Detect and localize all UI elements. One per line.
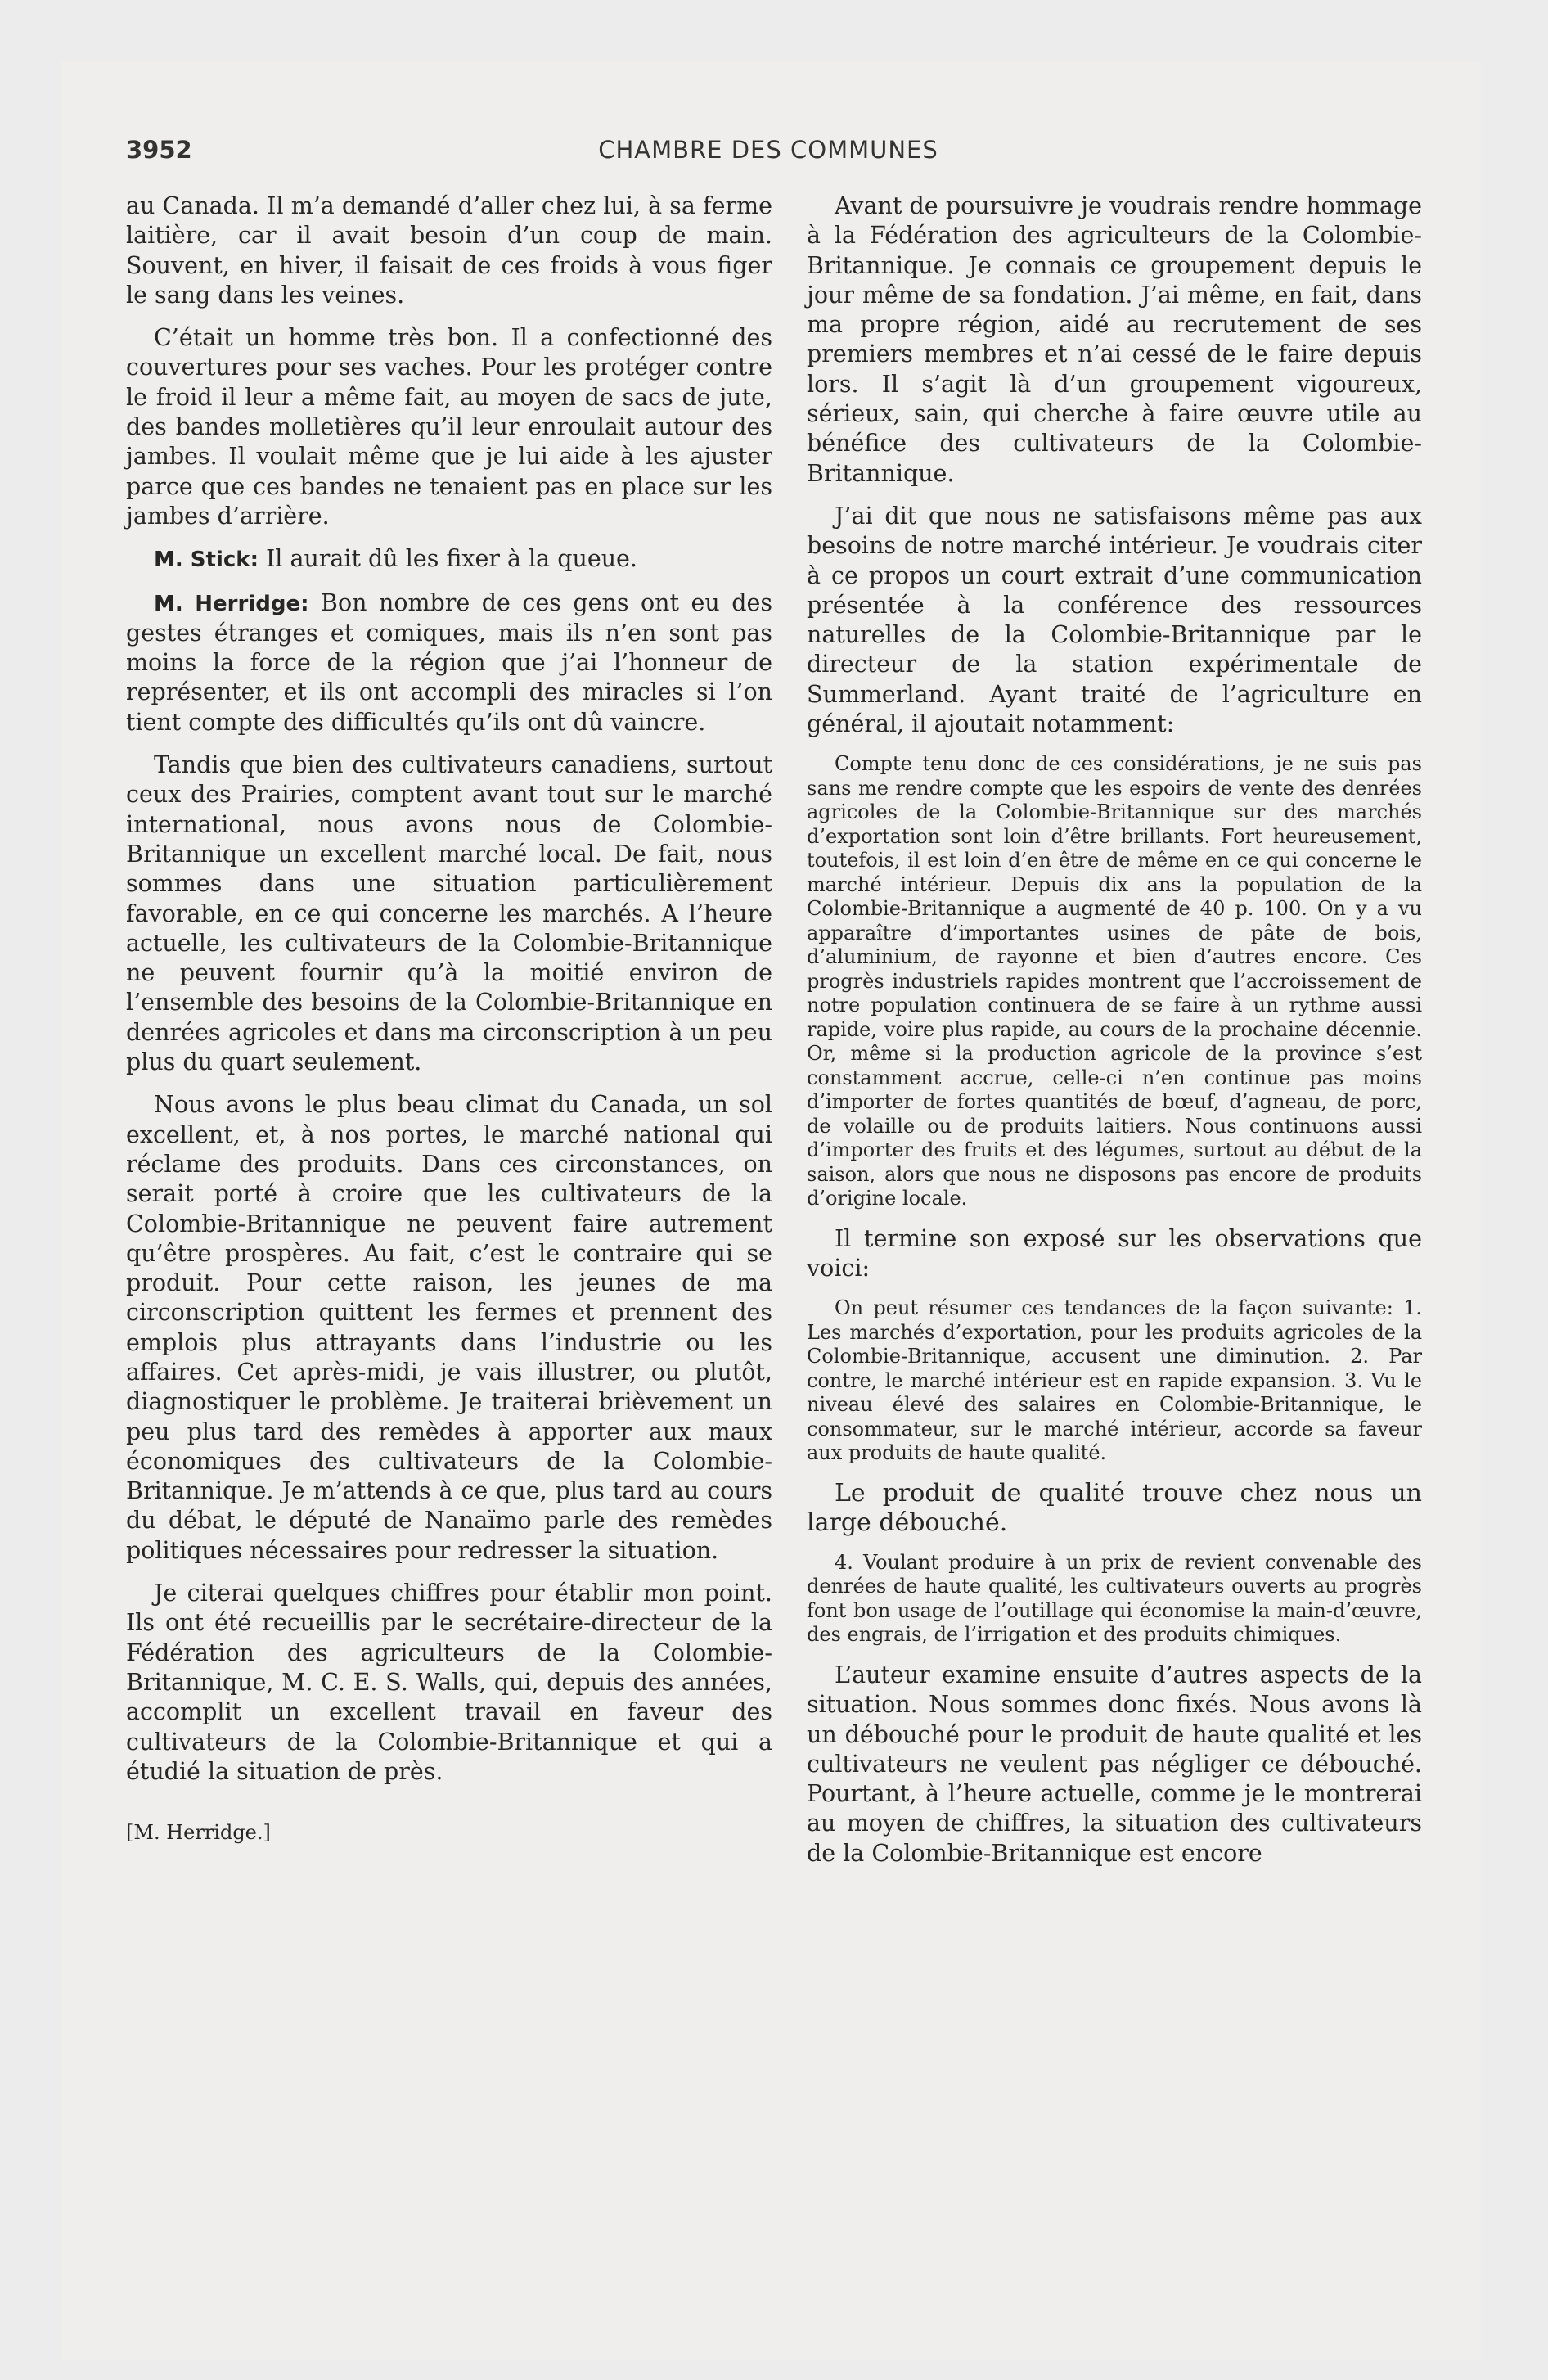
- document-page: [61, 61, 1481, 2360]
- paragraph: Avant de poursuivre je voudrais rendre hommage à la Fédération des agriculteurs de la Colombie-Britannique. Je connais ce groupement depuis le jour même de sa fondation. J’ai même, en fait, dans ma propre région, aidé au recrutement de ses premiers membres et n’ai cessé de le faire depuis lors. Il s’agit là d’un groupement vigoureux, sérieux, sain, qui cherche à faire œuvre utile au bénéfice des cultivateurs de la Colombie-Britannique.: [807, 192, 1422, 487]
- paragraph: Il termine son exposé sur les observations que voici:: [807, 1224, 1422, 1282]
- paragraph: Tandis que bien des cultivateurs canadiens, surtout ceux des Prairies, comptent avant tout sur le marché international, nous avons nous de Colombie-Britannique un excellent marché local. De fait, nous sommes dans une situation particulièrement favorable, en ce qui concerne les marchés. A l’heure actuelle, les cultivateurs de la Colombie-Britannique ne peuvent fournir qu’à la moitié environ de l’ensemble des besoins de la Colombie-Britannique en denrées agricoles et dans ma circonscription à un peu plus du quart seulement.: [126, 751, 772, 1076]
- running-head: CHAMBRE DES COMMUNES: [598, 136, 938, 164]
- page-number: 3952: [126, 136, 192, 164]
- left-column: [126, 192, 772, 1860]
- quotation: 4. Voulant produire à un prix de revient convenable des denrées de haute qualité, les cultivateurs ouverts au progrès font bon usage de l’outillage qui économise la main-d’œuvre, des engrais, de l’irrigation et des produits chimiques.: [807, 1550, 1422, 1647]
- paragraph: Nous avons le plus beau climat du Canada, un sol excellent, et, à nos portes, le marché national qui réclame des produits. Dans ces circonstances, on serait porté à croire que les cultivateurs de la Colombie-Britannique ne peuvent faire autrement qu’être prospères. Au fait, c’est le contraire qui se produit. Pour cette raison, les jeunes de ma circonscription quittent les fermes et prennent des emplois plus attrayants dans l’industrie ou les affaires. Cet après-midi, je vais illustrer, ou plutôt, diagnostiquer le problème. Je traiterai brièvement un peu plus tard des remèdes à apporter aux maux économiques des cultivateurs de la Colombie-Britannique. Je m’attends à ce que, plus tard au cours du débat, le député de Nanaïmo parle des remèdes politiques nécessaires pour redresser la situation.: [126, 1091, 772, 1564]
- speaker-name: M. Herridge:: [154, 591, 309, 616]
- speech-text: Il aurait dû les fixer à la queue.: [258, 545, 637, 573]
- speech-text: Bon nombre de ces gens ont eu des gestes étranges et comiques, mais ils n’en sont pas moins la force de la région que j’ai l’honneur de représenter, et ils ont accompli des miracles si l’on tient compte des difficultés qu’ils ont dû vaincre.: [126, 588, 772, 736]
- speech-paragraph: [126, 588, 772, 737]
- speaker-name: M. Stick:: [154, 548, 259, 573]
- paragraph: L’auteur examine ensuite d’autres aspects de la situation. Nous sommes donc fixés. Nous avons là un débouché pour le produit de haute qualité et les cultivateurs ne veulent pas négliger ce débouché. Pourtant, à l’heure actuelle, comme je le montrerai au moyen de chiffres, la situation des cultivateurs de la Colombie-Britannique est encore: [807, 1661, 1422, 1867]
- quoted-subheading: Le produit de qualité trouve chez nous un large débouché.: [807, 1478, 1422, 1537]
- paragraph: J’ai dit que nous ne satisfaisons même pas aux besoins de notre marché intérieur. Je voudrais citer à ce propos un court extrait d’une communication présentée à la conférence des ressources naturelles de la Colombie-Britannique par le directeur de la station expérimentale de Summerland. Ayant traité de l’agriculture en général, il ajoutait notamment:: [807, 502, 1422, 738]
- paragraph: C’était un homme très bon. Il a confectionné des couvertures pour ses vaches. Pour les protéger contre le froid il leur a même fait, au moyen de sacs de jute, des bandes molletières qu’il leur enroulait autour des jambes. Il voulait même que je lui aide à les ajuster parce que ces bandes ne tenaient pas en place sur les jambes d’arrière.: [126, 324, 772, 530]
- paragraph: au Canada. Il m’a demandé d’aller chez lui, à sa ferme laitière, car il avait besoin d’un coup de main. Souvent, en hiver, il faisait de ces froids à vous figer le sang dans les veines.: [126, 192, 772, 309]
- right-column: [807, 192, 1422, 1882]
- quotation: On peut résumer ces tendances de la façon suivante: 1. Les marchés d’exportation, pour les produits agricoles de la Colombie-Britannique, accusent une diminution. 2. Par contre, le marché intérieur est en rapide expansion. 3. Vu le niveau élevé des salaires en Colombie-Britannique, le consommateur, sur le marché intérieur, accorde sa faveur aux produits de haute qualité.: [807, 1296, 1422, 1465]
- paragraph: Je citerai quelques chiffres pour établir mon point. Ils ont été recueillis par le secrétaire-directeur de la Fédération des agriculteurs de la Colombie-Britannique, M. C. E. S. Walls, qui, depuis des années, accomplit un excellent travail en faveur des cultivateurs de la Colombie-Britannique et qui a étudié la situation de près.: [126, 1580, 772, 1785]
- quotation: Compte tenu donc de ces considérations, je ne suis pas sans me rendre compte que les espoirs de vente des denrées agricoles de la Colombie-Britannique sur des marchés d’exportation sont loin d’être brillants. Fort heureusement, toutefois, il est loin d’en être de même en ce qui concerne le marché intérieur. Depuis dix ans la population de la Colombie-Britannique a augmenté de 40 p. 100. On y a vu apparaître d’importantes usines de pâte de bois, d’aluminium, de rayonne et bien d’autres encore. Ces progrès industriels rapides montrent que l’accroissement de notre population continuera de se faire à un rythme aussi rapide, voire plus rapide, au cours de la prochaine décennie. Or, même si la production agricole de la province s’est constamment accrue, celle-ci n’en continue pas moins d’importer de fortes quantités de bœuf, d’agneau, de porc, de volaille ou de produits laitiers. Nous continuons aussi d’importer des fruits et des légumes, surtout au début de la saison, alors que nous ne disposons pas encore de produits d’origine locale.: [807, 752, 1422, 1210]
- page-header: [126, 136, 1411, 169]
- speaker-signature: [M. Herridge.]: [126, 1821, 271, 1845]
- speech-paragraph: [126, 544, 772, 575]
